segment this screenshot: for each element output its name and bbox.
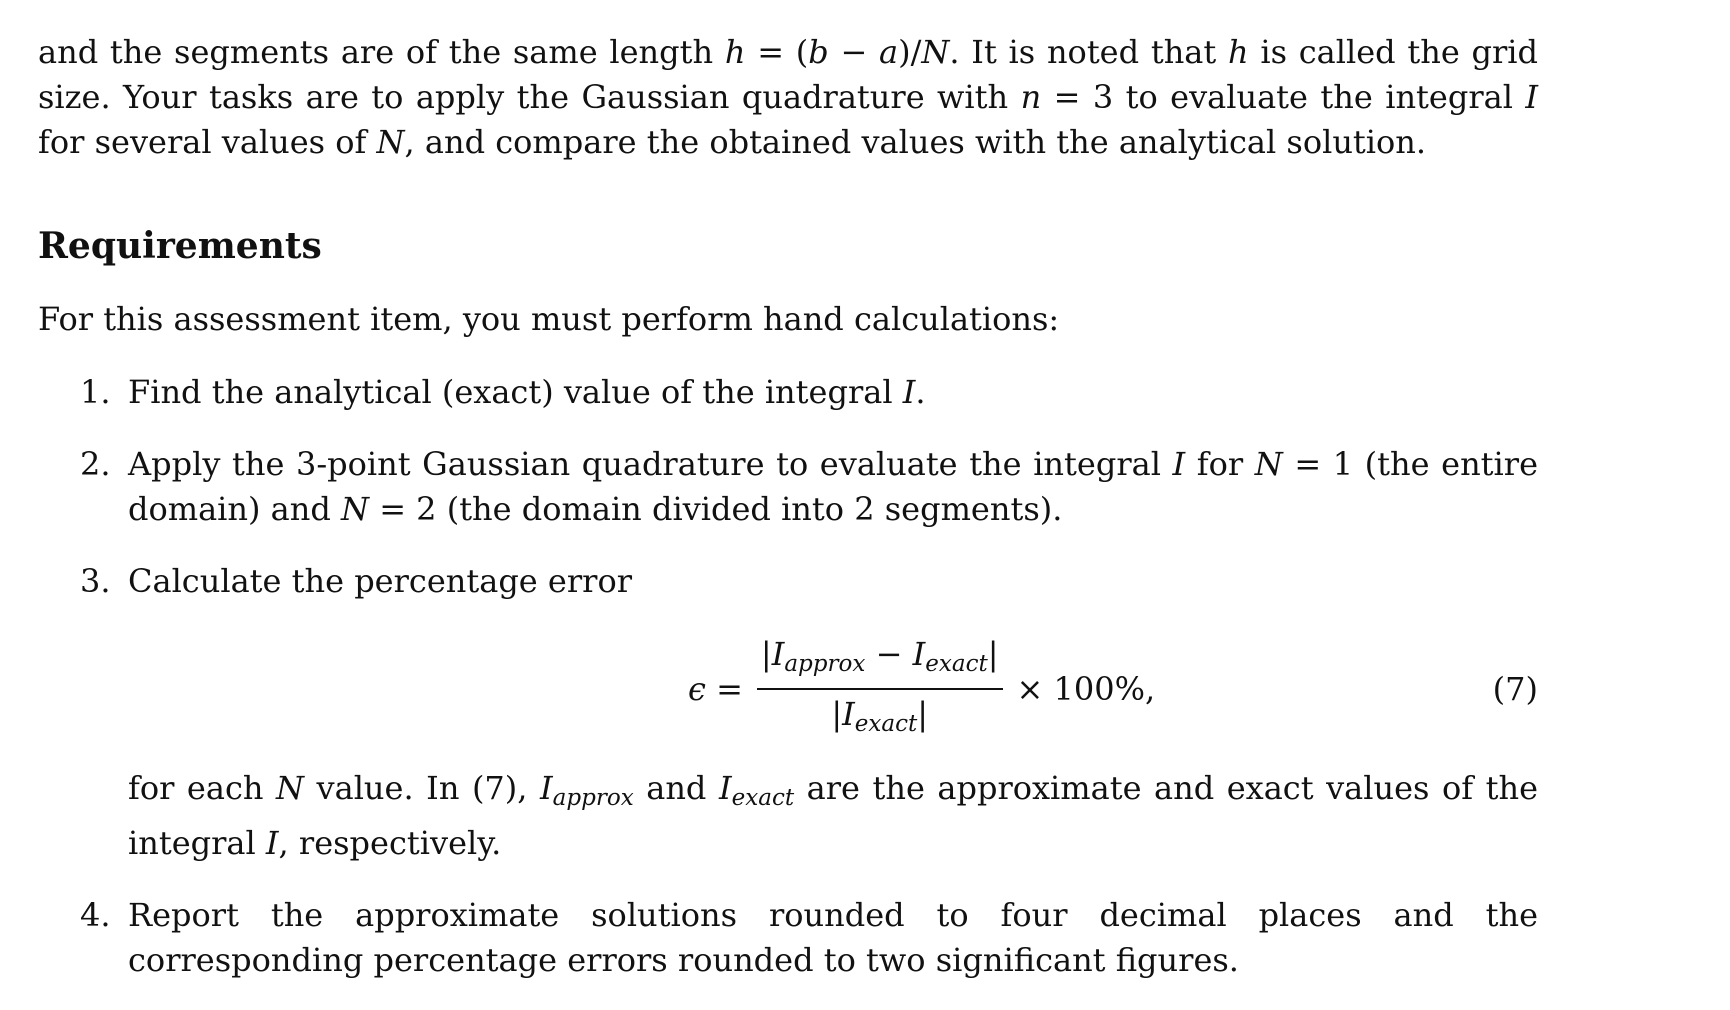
math-I: I [1172, 445, 1186, 483]
section-heading: Requirements [38, 225, 322, 267]
item-text: Find the analytical (exact) value of the integral [128, 373, 903, 411]
subscript-approx: approx [784, 651, 866, 677]
equation-lhs: ϵ = [688, 669, 743, 708]
equation-number: (7) [1492, 670, 1538, 708]
math-N: N [276, 769, 305, 807]
item-text: and [633, 769, 719, 807]
intro-text-5: . It is noted that [949, 33, 1228, 71]
fraction-numerator [757, 632, 1003, 690]
intro-text-3: − [828, 33, 880, 71]
list-item-text: Report the approximate solutions rounded to four decimal places and the corresponding percentage errors rounded to two significant figures. [128, 895, 1538, 979]
list-item-number: 1. [80, 373, 111, 411]
item-text: are the approximate and exact values of the integral [128, 769, 1539, 862]
intro-text-2: = ( [745, 33, 809, 71]
abs-bar: | [987, 635, 999, 674]
math-I: I [265, 823, 279, 862]
math-I: I [1525, 78, 1539, 116]
minus-sign: − [865, 635, 913, 674]
math-I: I [718, 769, 732, 807]
intro-text-4: )/ [898, 33, 922, 71]
equation-rhs: × 100%, [1016, 669, 1156, 708]
list-item [38, 559, 1538, 866]
math-h: h [724, 33, 746, 71]
requirements-list [38, 370, 1538, 983]
subscript-exact: exact [854, 710, 918, 737]
list-item-text [128, 442, 1538, 532]
math-a: a [879, 33, 899, 71]
list-item-number: 3. [80, 562, 111, 600]
item-text: . [915, 373, 926, 411]
equation-fraction [757, 632, 1003, 746]
math-N: N [376, 123, 405, 161]
intro-paragraph [38, 30, 1538, 165]
list-item-text: Calculate the percentage error [128, 562, 632, 600]
list-item-number: 4. [80, 895, 111, 934]
subscript-exact: exact [925, 651, 988, 677]
abs-bar: | [760, 635, 772, 674]
math-I: I [912, 635, 926, 674]
item-text: for [1185, 445, 1255, 483]
percentage-error-equation [128, 635, 1538, 740]
subscript-exact: exact [731, 784, 795, 811]
list-item [38, 442, 1538, 532]
math-I: I [539, 769, 553, 807]
document-page [38, 30, 1538, 1010]
math-I: I [842, 695, 855, 733]
math-N: N [921, 33, 950, 71]
list-item-text [128, 370, 1538, 415]
math-N: N [341, 490, 370, 528]
fraction-denominator [831, 690, 928, 746]
intro-text-6: is called the grid size. Your tasks are to apply the Gaussian quadrature with [38, 33, 1539, 116]
equation-explanation [128, 766, 1538, 866]
equation-body [688, 635, 1156, 740]
intro-text-7: = 3 to evaluate the integral [1041, 78, 1526, 116]
intro-text-8: for several values of [38, 123, 377, 161]
math-b: b [808, 33, 829, 71]
abs-bar: | [831, 695, 843, 733]
list-item [38, 370, 1538, 415]
math-h: h [1228, 33, 1249, 71]
item-text: value. In (7), [304, 769, 540, 807]
intro-text-1: and the segments are of the same length [38, 33, 725, 71]
subscript-approx: approx [552, 784, 634, 811]
list-item [38, 893, 1538, 983]
list-item-number: 2. [80, 445, 111, 483]
lead-paragraph: For this assessment item, you must perform hand calculations: [38, 300, 1060, 338]
math-N: N [1254, 445, 1283, 483]
math-I: I [771, 635, 785, 674]
item-text: = 1 (the entire domain) and [128, 445, 1539, 528]
intro-text-9: , and compare the obtained values with the analytical solution. [404, 123, 1427, 161]
item-text: Apply the 3-point Gaussian quadrature to evaluate the integral [128, 445, 1173, 483]
math-n: n [1020, 78, 1042, 116]
item-text: = 2 (the domain divided into 2 segments). [369, 490, 1063, 528]
item-text: , respectively. [278, 823, 502, 862]
item-text: for each [128, 769, 277, 807]
math-I: I [902, 373, 916, 411]
abs-bar: | [917, 695, 929, 733]
